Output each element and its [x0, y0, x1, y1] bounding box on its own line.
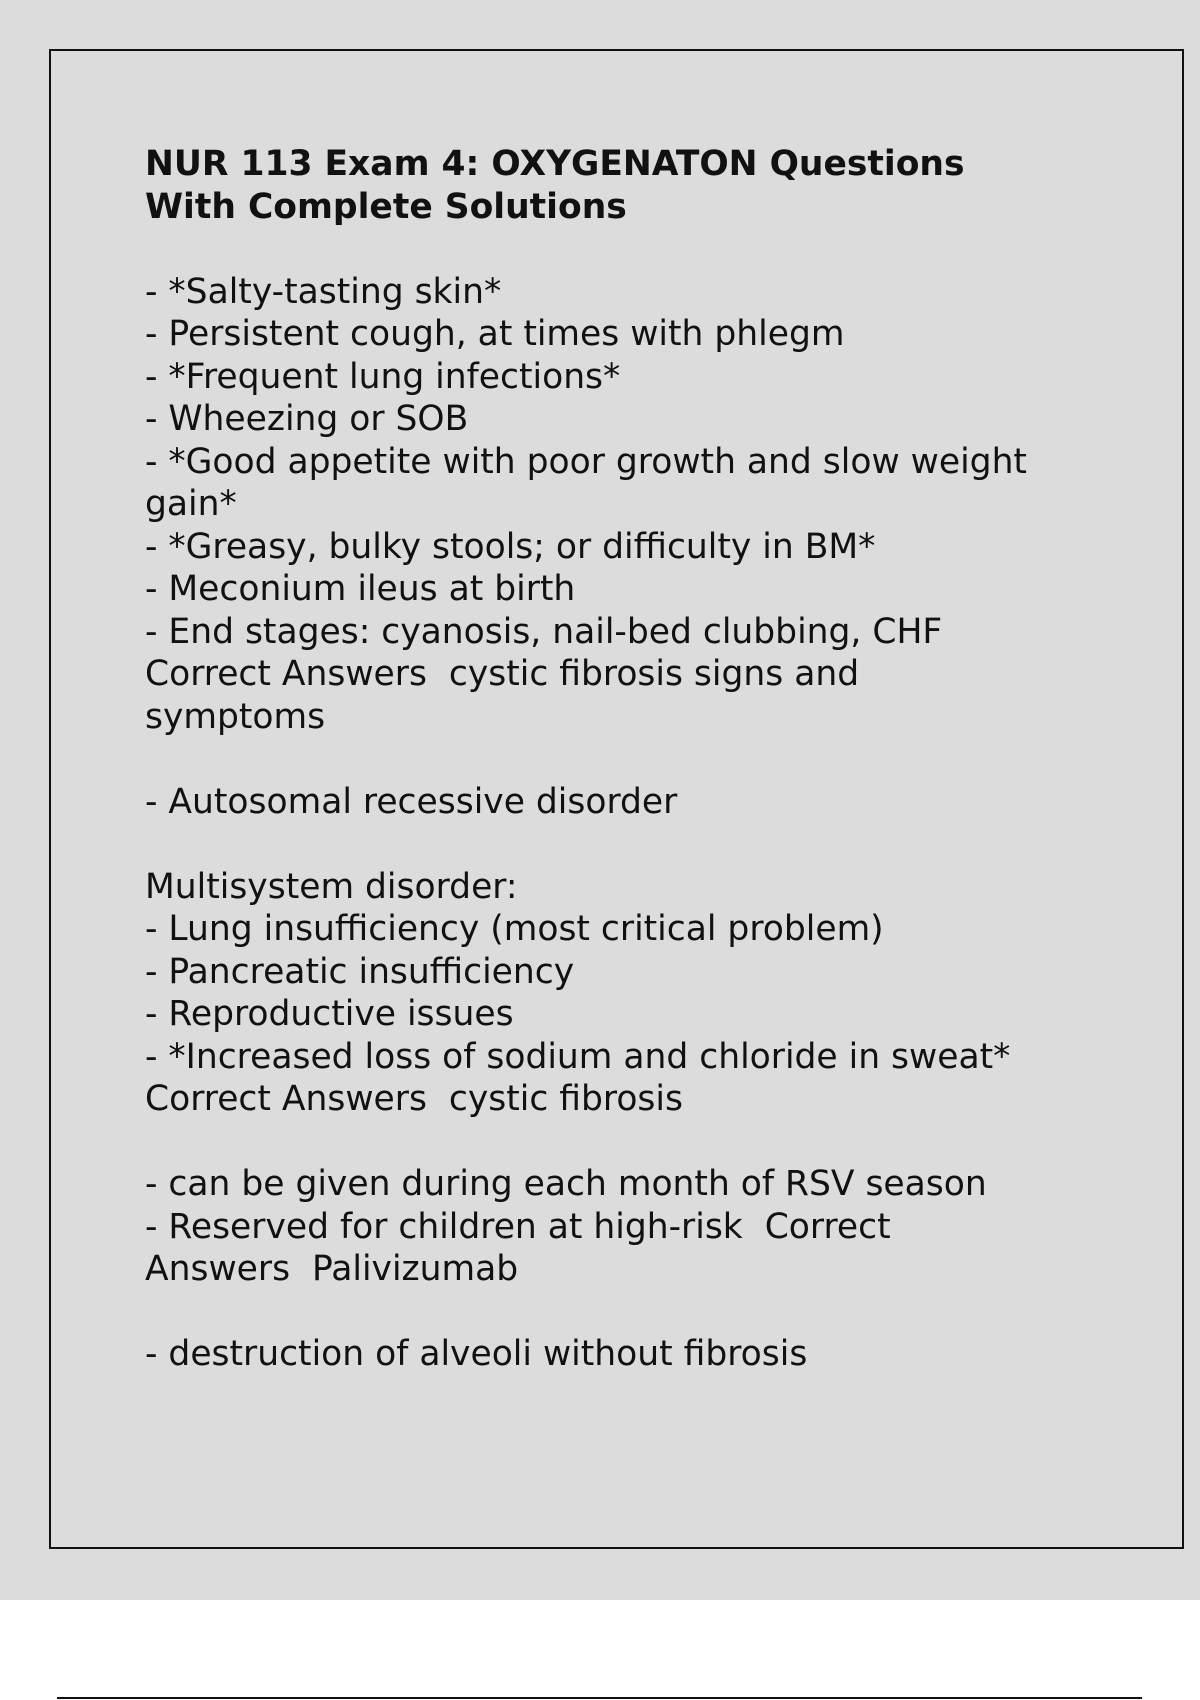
- document-content: [145, 143, 1105, 1376]
- title-spacer: [145, 228, 1105, 271]
- footer-divider: [57, 1697, 1142, 1699]
- document-body: - *Salty-tasting skin* - Persistent cough, at times with phlegm - *Frequent lung infections* - Wheezing or SOB - *Good appetite with poor growth and slow weight gain* - *Greasy, bulky stools; or difficulty in BM* - Meconium ileus at birth - End stages: cyanosis, nail-bed clubbing, CHF Correct Answers cystic fibrosis signs and symptoms - Autosomal recessive disorder Multisystem disorder: - Lung insufficiency (most critical problem) - Pancreatic insufficiency - Reproductive issues - *Increased loss of sodium and chloride in sweat* Correct Answers cystic fibrosis - can be given during each month of RSV season - Reserved for children at high-risk Correct Answers Palivizumab - destruction of alveoli without fibrosis: [145, 271, 1027, 1374]
- document-title: NUR 113 Exam 4: OXYGENATON Questions With Complete Solutions: [145, 144, 965, 227]
